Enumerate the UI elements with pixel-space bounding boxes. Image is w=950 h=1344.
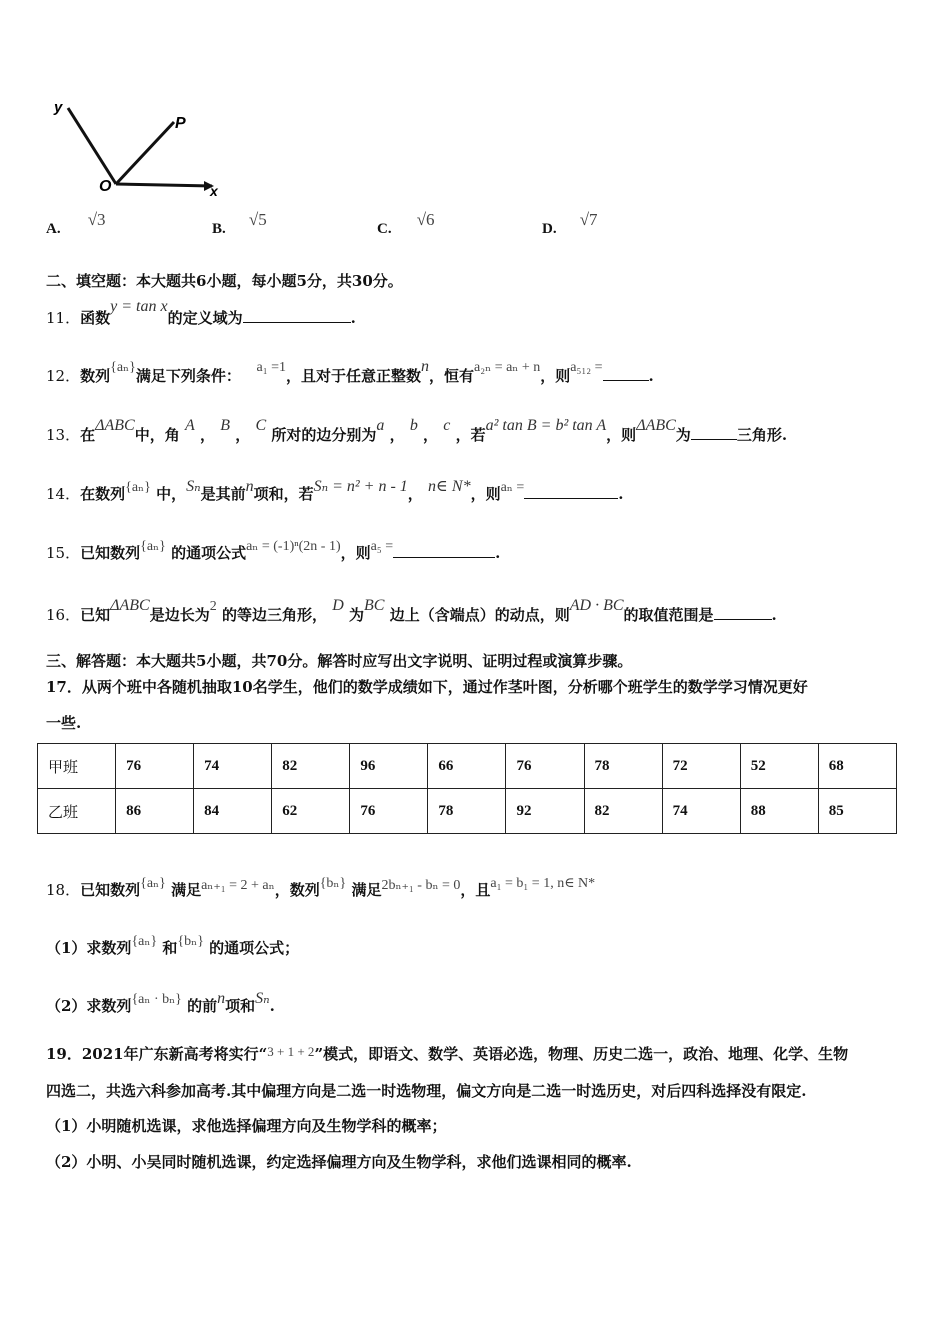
question-text: 的通项公式； <box>209 939 300 957</box>
math-expr: ΔABC <box>636 417 676 434</box>
table-cell: 76 <box>350 789 428 834</box>
table-cell: 76 <box>506 744 584 789</box>
math-expr: a₂ₙ = aₙ + n <box>474 360 541 375</box>
table-cell: 86 <box>116 789 194 834</box>
question-text: 为 <box>349 606 365 624</box>
score-table <box>37 743 897 834</box>
math-expr: y = tan x <box>110 298 168 315</box>
question-text: 满足 <box>351 881 382 899</box>
table-cell: 84 <box>194 789 272 834</box>
question-text: 在 <box>80 426 96 444</box>
question-text: 已知数列 <box>80 881 141 899</box>
question-text: 中， <box>156 485 187 503</box>
math-expr: A <box>184 417 195 434</box>
question-text: 的通项公式 <box>171 544 247 562</box>
math-expr: {aₙ} <box>140 539 166 554</box>
math-expr: C <box>255 417 267 434</box>
question-text: 函数 <box>80 309 111 327</box>
question-text: . <box>269 997 275 1015</box>
table-cell: 76 <box>116 744 194 789</box>
row-label: 甲班 <box>38 744 116 789</box>
question-text: 边上（含端点）的动点，则 <box>389 606 570 624</box>
math-expr: ΔABC <box>110 597 150 614</box>
question-text: . <box>350 309 356 327</box>
math-expr: {aₙ · bₙ} <box>131 992 182 1007</box>
answer-blank[interactable] <box>524 484 618 499</box>
question-text: ”模式，即语文、数学、英语必选，物理、历史二选一，政治、地理、化学、生物 <box>314 1045 849 1063</box>
question-text: 项和 <box>225 997 256 1015</box>
question-text: ，则 <box>606 426 637 444</box>
question-text: 19．2021年广东新高考将实行“ <box>46 1045 268 1063</box>
option-c <box>377 210 435 238</box>
question-text: 在数列 <box>80 485 126 503</box>
question-text: 三角形. <box>736 426 788 444</box>
question-text: 为 <box>675 426 691 444</box>
question-number: 13． <box>46 426 81 444</box>
math-expr: aₙ = <box>500 480 525 495</box>
math-expr: n <box>421 358 430 375</box>
question-19-line-1 <box>46 1043 848 1064</box>
question-text: ，且 <box>460 881 491 899</box>
option-letter: C. <box>377 221 392 237</box>
y-axis-ray <box>68 108 116 184</box>
question-number: 11． <box>46 309 81 327</box>
question-11 <box>46 300 356 337</box>
question-text: ，若 <box>455 426 486 444</box>
math-expr: n∈ N* <box>428 478 471 495</box>
question-text: 是边长为 <box>149 606 210 624</box>
question-text: . <box>771 606 777 624</box>
question-12 <box>46 358 654 396</box>
table-row <box>38 744 897 789</box>
question-text: ，恒有 <box>429 367 475 385</box>
math-expr: aₙ = (-1)ⁿ(2n - 1) <box>246 539 341 554</box>
question-text: . <box>618 485 624 503</box>
question-15 <box>46 535 500 573</box>
math-expr: D <box>332 597 344 614</box>
question-18-part-2 <box>46 988 275 1026</box>
math-expr: b <box>409 417 418 434</box>
option-value: √7 <box>579 210 598 229</box>
x-label: x <box>210 183 218 199</box>
math-expr: Sₙ <box>255 990 270 1007</box>
question-18 <box>46 872 595 910</box>
table-row <box>38 789 897 834</box>
answer-blank[interactable] <box>393 543 495 558</box>
math-expr: 3 + 1 + 2 <box>267 1044 315 1059</box>
section-heading-fill-in: 二、填空题：本大题共6小题，每小题5分，共30分。 <box>46 272 403 290</box>
math-expr: n <box>245 478 254 495</box>
math-expr: 2 <box>209 599 217 614</box>
angle-figure <box>44 92 234 202</box>
math-expr: Sₙ = n² + n - 1 <box>313 478 408 495</box>
question-17-line-2: 一些. <box>46 714 82 732</box>
table-cell: 68 <box>818 744 896 789</box>
option-b <box>212 210 267 238</box>
math-expr: a₅ = <box>370 539 394 554</box>
question-14 <box>46 476 623 514</box>
math-expr: a₁ =1 <box>256 360 287 375</box>
table-cell: 74 <box>662 789 740 834</box>
option-a <box>46 210 106 238</box>
question-text: ，则 <box>340 544 371 562</box>
option-letter: B. <box>212 221 226 237</box>
table-cell: 72 <box>662 744 740 789</box>
question-number: 16． <box>46 606 81 624</box>
table-cell: 88 <box>740 789 818 834</box>
math-expr: ΔABC <box>95 417 135 434</box>
math-expr: a₁ = b₁ = 1, n∈ N* <box>490 876 596 891</box>
math-expr: a <box>376 417 385 434</box>
question-text: ，数列 <box>274 881 320 899</box>
question-13: 13．在ΔABC中，角 A ， B ， C 所对的边分别为a ， b ， c ，若a² tan B = b² tan A，则ΔABC为 三角形. <box>46 417 788 444</box>
option-value: √5 <box>248 210 267 229</box>
x-axis-ray <box>116 184 212 186</box>
question-19-part-2: （2）小明、小吴同时随机选课，约定选择偏理方向及生物学科，求他们选课相同的概率. <box>46 1153 632 1171</box>
question-text: 是其前 <box>200 485 246 503</box>
table-cell: 85 <box>818 789 896 834</box>
option-d <box>542 210 598 238</box>
math-expr: {bₙ} <box>319 876 347 891</box>
question-16 <box>46 597 777 635</box>
math-expr: a² tan B = b² tan A <box>485 417 607 434</box>
table-cell: 74 <box>194 744 272 789</box>
question-text: 已知 <box>80 606 111 624</box>
table-cell: 82 <box>272 744 350 789</box>
math-expr: {aₙ} <box>131 934 158 949</box>
question-text: . <box>495 544 501 562</box>
option-value: √3 <box>87 210 106 229</box>
question-number: 12． <box>46 367 81 385</box>
answer-blank[interactable] <box>603 366 649 381</box>
question-text: 中，角 <box>134 426 180 444</box>
op-ray <box>116 122 174 184</box>
table-cell: 96 <box>350 744 428 789</box>
math-expr: {aₙ} <box>140 876 166 891</box>
math-expr: BC <box>364 597 385 614</box>
math-expr: Sₙ <box>186 478 201 495</box>
question-19-line-2: 四选二，共选六科参加高考.其中偏理方向是二选一时选物理，偏文方向是二选一时选历史，对后四科选择没有限定. <box>46 1082 807 1100</box>
table-cell: 52 <box>740 744 818 789</box>
math-expr: B <box>220 417 230 434</box>
math-expr: 2bₙ₊₁ - bₙ = 0 <box>381 878 461 893</box>
answer-blank[interactable] <box>243 308 351 323</box>
math-expr: n <box>217 990 226 1007</box>
option-value: √6 <box>416 210 435 229</box>
question-text: 满足 <box>171 881 202 899</box>
question-17-line-1: 17．从两个班中各随机抽取10名学生，他们的数学成绩如下，通过作茎叶图，分析哪个班学生的数学学习情况更好 <box>46 678 808 696</box>
y-label: y <box>54 99 63 116</box>
question-text: . <box>648 367 654 385</box>
table-cell: 82 <box>584 789 662 834</box>
question-text: 的前 <box>187 997 218 1015</box>
p-label: P <box>175 115 186 132</box>
o-label: O <box>99 178 112 195</box>
question-text: ，且对于任意正整数 <box>286 367 422 385</box>
question-number: 15． <box>46 544 81 562</box>
table-cell: 62 <box>272 789 350 834</box>
table-cell: 78 <box>428 789 506 834</box>
question-text: 的定义域为 <box>167 309 243 327</box>
option-letter: A. <box>46 221 61 237</box>
math-expr: aₙ₊₁ = 2 + aₙ <box>201 878 275 893</box>
table-cell: 66 <box>428 744 506 789</box>
question-text: ，则 <box>470 485 501 503</box>
question-number: 18． <box>46 881 81 899</box>
table-cell: 78 <box>584 744 662 789</box>
question-text: 项和，若 <box>253 485 314 503</box>
option-letter: D. <box>542 221 557 237</box>
row-label: 乙班 <box>38 789 116 834</box>
question-text: ， <box>407 485 423 503</box>
question-text: 已知数列 <box>80 544 141 562</box>
table-cell: 92 <box>506 789 584 834</box>
math-expr: c <box>443 417 451 434</box>
question-text: （2）求数列 <box>46 997 132 1015</box>
question-text: 的等边三角形， <box>221 606 327 624</box>
math-expr: {aₙ} <box>110 360 136 375</box>
math-expr: AD · BC <box>569 597 624 614</box>
question-18-part-1 <box>46 930 299 968</box>
question-text: 数列 <box>80 367 111 385</box>
math-expr: {aₙ} <box>125 480 151 495</box>
math-expr: a₅₁₂ = <box>570 360 603 375</box>
question-text: 所对的边分别为 <box>271 426 377 444</box>
question-text: 满足下列条件： <box>135 367 241 385</box>
question-text: ，则 <box>540 367 571 385</box>
question-19-part-1: （1）小明随机选课，求他选择偏理方向及生物学科的概率； <box>46 1117 447 1135</box>
question-text: 的取值范围是 <box>623 606 714 624</box>
question-text: （1）求数列 <box>46 939 132 957</box>
answer-blank[interactable] <box>691 425 737 440</box>
question-number: 14． <box>46 485 81 503</box>
section-heading-solutions: 三、解答题：本大题共5小题，共70分。解答时应写出文字说明、证明过程或演算步骤。 <box>46 652 633 670</box>
question-text: 和 <box>162 939 178 957</box>
math-expr: {bₙ} <box>177 934 204 949</box>
answer-blank[interactable] <box>714 605 772 620</box>
